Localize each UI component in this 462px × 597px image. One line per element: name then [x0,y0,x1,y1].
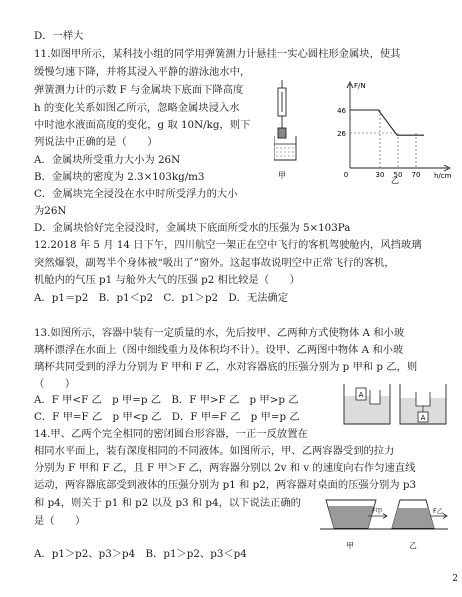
container-jia [344,384,390,424]
caption-yi: 乙 [391,176,399,184]
text-line: h 的变化关系如图乙所示，忽略金属块浸入水 [34,102,240,114]
q14-figure [318,492,450,552]
x-tick-label: 70 [411,171,421,179]
container-jia [326,500,387,550]
q13-figure [340,380,450,428]
text-line: （ ） [34,378,76,390]
caption-jia: 甲 [346,541,354,550]
text-line: 璃杯共同受到的浮力分别为 F 甲和 F 乙，水对容器底的压强分别为 p 甲和 p 乙，则 [34,361,418,373]
object-a-label: A [420,414,426,422]
text-line: 为26N [34,205,67,217]
text-line: 缓慢匀速下降，并将其浸入平静的游泳池水中， [34,66,251,78]
text-line: 13.如图所示，容器中装有一定质量的水，先后按甲、乙两种方式使物体 A 和小玻 [34,327,405,339]
text-line: A．金属块所受重力大小为 26N [34,154,181,166]
q11-figure [274,80,456,184]
caption-jia: 甲 [278,171,286,180]
y-tick-label: 26 [337,130,346,138]
text-line: 和 p4，则关于 p1 和 p2 以及 p3 和 p4，以下说法正确的 [34,497,301,509]
text-line: 14.甲、乙两个完全相同的密闭圆台形容器，一正一反放置在 [34,428,308,440]
container-yi [400,384,446,424]
text-line: 机舱内的气压 p1 与舱外大气的压强 p2 相比较是（ ） [34,274,300,286]
y-tick-label: 46 [337,107,346,115]
caption-yi: 乙 [409,541,417,550]
text-line: 中时池水液面高度的变化，g 取 10N/kg，则下 [34,119,251,131]
x-axis-label: h/cm [434,172,452,180]
force-label-jia: F甲 [372,507,383,515]
text-line: 分别为 F 甲和 F 乙，且 F 甲＞F 乙，两容器分别以 2v 和 v 的速度向右作匀速直线 [34,462,416,474]
object-a-label: A [358,391,364,399]
x-tick-label: 50 [393,171,403,179]
text-line: B．金属块的密度为 2.3×103kg/m3 [34,171,205,183]
y-axis-label: F/N [354,82,366,90]
text-line: A．F 甲<F 乙 p 甲=p 乙 B．F 甲>F 乙 p 甲>p 乙 [34,394,299,406]
container-yi [392,500,447,550]
text-line: A．p1＞p2、p3＞p4 B．p1＞p2、p3＜p4 [34,548,247,560]
text-line: 列说法中正确的是（ ） [34,136,158,148]
f-h-graph [337,82,452,184]
text-line: 璃杯漂浮在水面上（图中细线重力及体积均不计）。设甲、乙两图中物体 A 和小玻 [34,344,404,356]
text-line: D．金属块恰好完全浸没时，金属块下底面所受水的压强为 5×103Pa [34,222,351,234]
force-label-yi: F乙 [433,507,444,515]
spring-scale-apparatus [274,80,296,160]
text-line: 相同水平面上，装有深度相同的不同液体。如图所示，甲、乙两容器受到的拉力 [34,445,395,457]
text-line: 突然爆裂，副驾半个身体被“吸出了”窗外。这起事故说明空中正常飞行的客机， [34,257,395,269]
text-line: C．金属块完全浸没在水中时所受浮力的大小 [34,188,238,200]
text-line: C．F 甲=F 乙 p 甲<p 乙 D．F 甲=F 乙 p 甲=p 乙 [34,411,300,423]
text-line: 运动，两容器底部受到液体的压强分别为 p1 和 p2，两容器对桌面的压强分别为 p3 [34,479,417,491]
text-line: 11.如图甲所示，某科技小组的同学用弹簧测力计悬挂一实心圆柱形金属块，使其 [34,48,401,60]
x-tick-label: 30 [375,171,385,179]
text-line: 是（ ） [34,515,86,527]
text-line: 12.2018 年 5 月 14 日下午，四川航空一架正在空中飞行的客机驾驶舱内，风挡玻璃 [34,239,422,251]
origin-label: 0 [343,171,349,179]
page-number: 2 [452,574,458,584]
series-line [350,110,424,135]
text-line: 弹簧测力计的示数 F 与金属块下底面下降高度 [34,84,244,96]
text-line: A．p1＝p2 B．p1＜p2 C．p1＞p2 D．无法确定 [34,292,289,304]
text-line: D．一样大 [34,30,84,42]
